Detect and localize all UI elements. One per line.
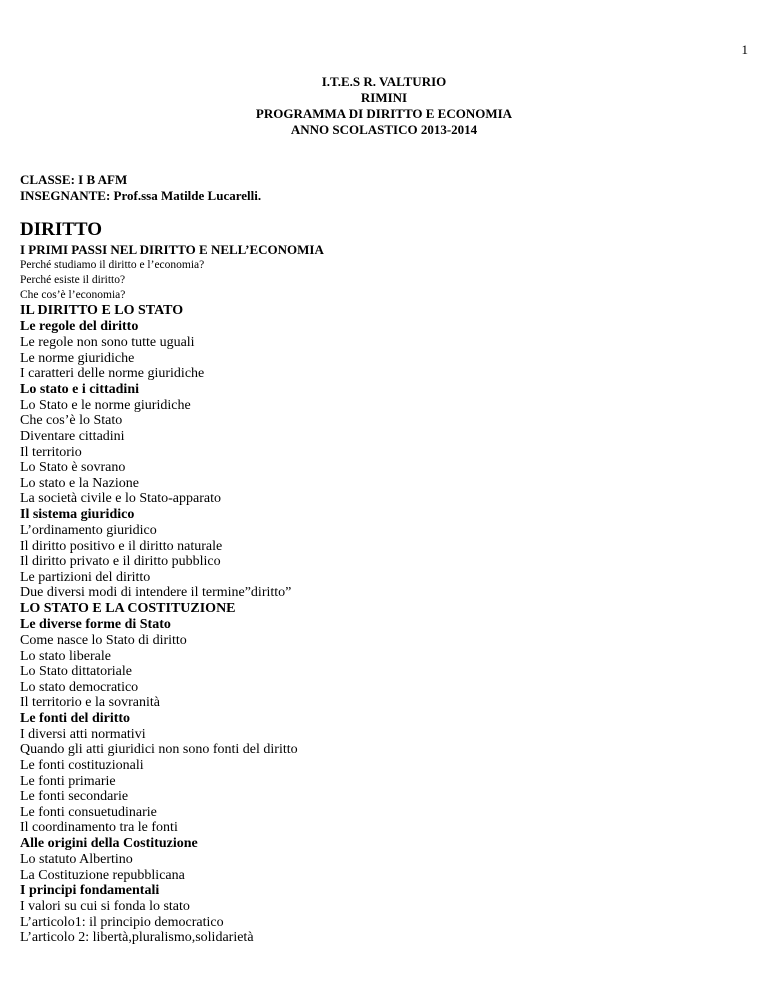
list-item: Il coordinamento tra le fonti: [20, 820, 178, 836]
list-item: La Costituzione repubblicana: [20, 867, 185, 883]
list-item: Lo stato democratico: [20, 679, 139, 695]
topic-heading: Il sistema giuridico: [20, 506, 135, 522]
list-item: Perché studiamo il diritto e l’economia?: [20, 259, 205, 271]
school-year: ANNO SCOLASTICO 2013-2014: [290, 122, 478, 137]
list-item: Come nasce lo Stato di diritto: [20, 632, 187, 648]
list-item: Il territorio: [20, 444, 82, 460]
list-item: La società civile e lo Stato-apparato: [20, 491, 221, 507]
list-item: Diventare cittadini: [20, 428, 125, 444]
list-item: I caratteri delle norme giuridiche: [20, 366, 205, 382]
list-item: Le fonti consuetudinarie: [20, 804, 157, 820]
topic-heading: Alle origini della Costituzione: [20, 836, 198, 852]
topic-heading: Le diverse forme di Stato: [20, 616, 171, 632]
list-item: Le fonti costituzionali: [20, 758, 144, 774]
list-item: Il diritto positivo e il diritto naturale: [20, 538, 223, 554]
list-item: Due diversi modi di intendere il termine”diritto”: [20, 585, 292, 601]
list-item: Il diritto privato e il diritto pubblico: [20, 554, 221, 570]
list-item: Le fonti secondarie: [20, 789, 129, 805]
list-item: Che cos’è l’economia?: [20, 289, 126, 301]
school-city: RIMINI: [360, 90, 408, 105]
page-number: 1: [741, 42, 748, 57]
class-info: [20, 172, 261, 204]
list-item: Lo stato e la Nazione: [20, 475, 139, 491]
list-item: L’ordinamento giuridico: [20, 522, 157, 538]
chapter-heading: I PRIMI PASSI NEL DIRITTO E NELL’ECONOMIA: [20, 242, 324, 257]
list-item: Le partizioni del diritto: [20, 569, 151, 585]
topic-heading: Le regole del diritto: [20, 319, 139, 334]
list-item: Lo Stato e le norme giuridiche: [20, 397, 191, 413]
teacher-label: INSEGNANTE: Prof.ssa Matilde Lucarelli.: [20, 188, 262, 203]
list-item: Lo stato liberale: [20, 648, 111, 664]
list-item: Quando gli atti giuridici non sono fonti del diritto: [20, 742, 298, 758]
program-title: PROGRAMMA DI DIRITTO E ECONOMIA: [255, 106, 513, 121]
list-item: Lo Stato dittatoriale: [20, 664, 132, 680]
list-item: I diversi atti normativi: [20, 726, 146, 742]
section-title: DIRITTO: [20, 219, 103, 240]
list-item: I valori su cui si fonda lo stato: [20, 899, 190, 915]
list-item: Le norme giuridiche: [20, 350, 135, 366]
list-item: Perché esiste il diritto?: [20, 274, 126, 286]
chapter-heading: LO STATO E LA COSTITUZIONE: [20, 600, 236, 616]
list-item: L’articolo 2: libertà,pluralismo,solidarietà: [20, 930, 254, 946]
topic-heading: Lo stato e i cittadini: [20, 381, 139, 397]
document-header: [0, 74, 768, 138]
list-item: Le fonti primarie: [20, 773, 116, 789]
list-item: Lo statuto Albertino: [20, 852, 133, 868]
chapter-heading: IL DIRITTO E LO STATO: [20, 303, 184, 318]
list-item: L’articolo1: il principio democratico: [20, 914, 224, 930]
class-label: CLASSE: I B AFM: [20, 172, 128, 187]
topic-heading: Le fonti del diritto: [20, 710, 131, 726]
program-list: [20, 242, 750, 946]
topic-heading: I principi fondamentali: [20, 883, 160, 899]
program-content: [20, 220, 750, 946]
list-item: Lo Stato è sovrano: [20, 460, 126, 476]
school-name: I.T.E.S R. VALTURIO: [321, 74, 447, 89]
list-item: Le regole non sono tutte uguali: [20, 335, 195, 350]
list-item: Che cos’è lo Stato: [20, 413, 123, 429]
list-item: Il territorio e la sovranità: [20, 695, 160, 711]
